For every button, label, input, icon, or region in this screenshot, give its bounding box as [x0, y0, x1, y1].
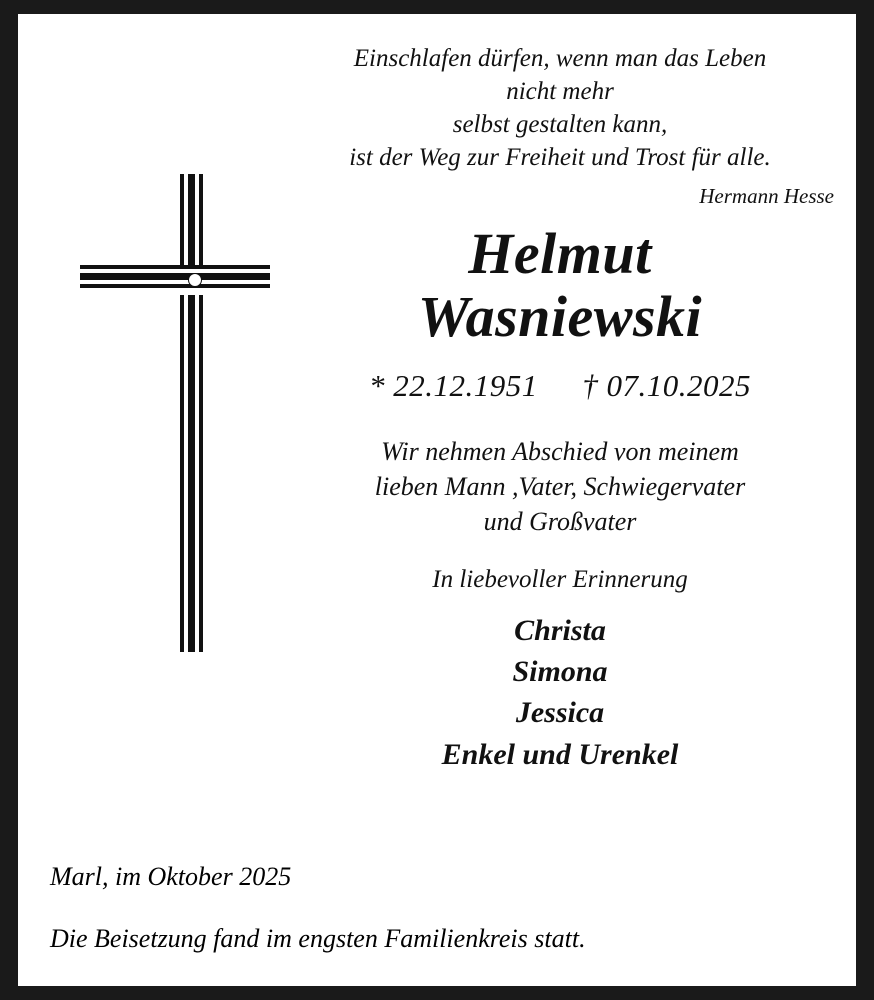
deceased-first-name: Helmut [468, 221, 652, 286]
farewell-message [280, 434, 840, 539]
farewell-line: Wir nehmen Abschied von meinem [381, 437, 739, 467]
verse-line: ist der Weg zur Freiheit und Trost für alle. [349, 144, 771, 171]
verse-line: selbst gestalten kann, [452, 111, 668, 138]
place-and-date: Marl, im Oktober 2025 [50, 862, 292, 891]
verse-block [280, 42, 840, 174]
life-dates [280, 368, 840, 404]
cross-center-dot [188, 273, 202, 287]
survivor-name: Jessica [515, 696, 605, 730]
closing-note: Die Beisetzung fand im engsten Familienkreis statt. [50, 924, 586, 953]
farewell-line: und Großvater [483, 507, 637, 537]
verse-author: Hermann Hesse [699, 184, 834, 208]
obituary-card [18, 14, 856, 986]
survivor-name: Christa [514, 613, 606, 647]
obituary-content [280, 42, 840, 775]
birth-date: * 22.12.1951 [369, 368, 538, 404]
cross-vertical-bar [180, 174, 210, 652]
verse-line: Einschlafen dürfen, wenn man das Leben [353, 45, 767, 72]
deceased-name [280, 223, 840, 348]
obituary-inner [18, 14, 856, 986]
deceased-last-name: Wasniewski [417, 283, 703, 349]
survivors-list [280, 610, 840, 776]
memory-line: In liebevoller Erinnerung [432, 565, 688, 593]
verse-line: nicht mehr [506, 78, 614, 105]
survivor-name: Simona [512, 654, 608, 688]
death-date: † 07.10.2025 [582, 368, 751, 404]
cross-icon [58, 174, 273, 654]
cross-horizontal-bar [80, 265, 270, 295]
survivor-name: Enkel und Urenkel [441, 737, 679, 771]
farewell-line: lieben Mann ,Vater, Schwiegervater [374, 472, 746, 502]
